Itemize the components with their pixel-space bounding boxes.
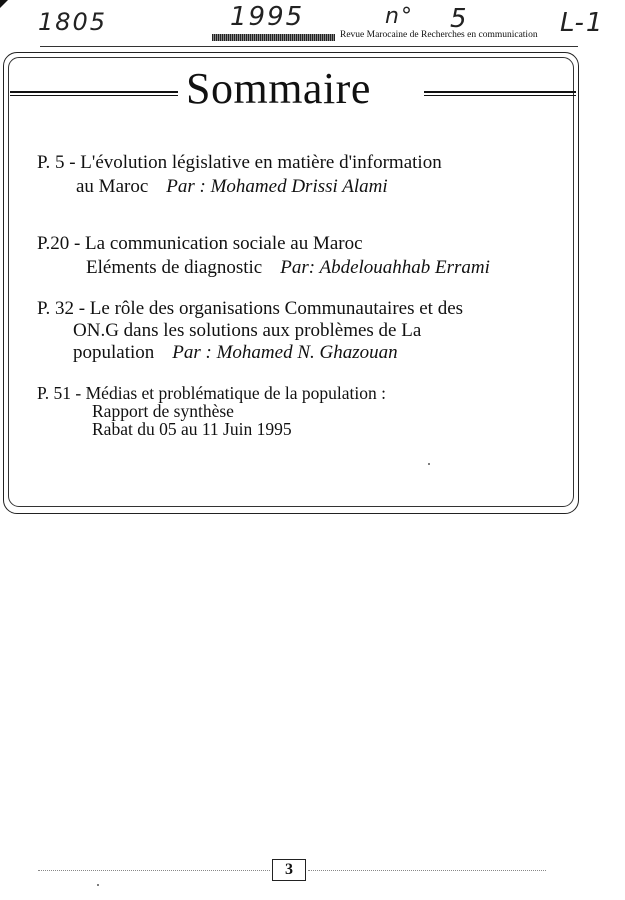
heading-rule-left bbox=[10, 91, 178, 96]
toc-entry-1-line-1: P. 5 - L'évolution législative en matière d'information bbox=[37, 152, 442, 173]
toc-entry-1-line-2 bbox=[76, 176, 388, 198]
journal-title: Revue Marocaine de Recherches en communication bbox=[340, 30, 538, 40]
toc-entry-3-line-1: P. 32 - Le rôle des organisations Communautaires et des bbox=[37, 298, 464, 319]
handwritten-issue-number: 5 bbox=[450, 4, 469, 34]
header-rule bbox=[40, 46, 578, 47]
toc-entry-3-line-3 bbox=[73, 342, 398, 364]
handwritten-reference: L-1 bbox=[560, 8, 605, 38]
toc-entry-4-title: Médias et problématique de la population : bbox=[85, 383, 386, 403]
toc-entry-1-title: L'évolution législative en matière d'information bbox=[80, 152, 442, 173]
scan-corner-mark bbox=[0, 0, 8, 8]
toc-entry-4-line-2: Rapport de synthèse bbox=[92, 401, 234, 421]
toc-entry-2-page: P.20 bbox=[37, 233, 70, 254]
journal-header-hatch bbox=[212, 34, 335, 41]
toc-entry-3-title-cont: population bbox=[73, 342, 155, 363]
toc-entry-2-line-1: P.20 - La communication sociale au Maroc bbox=[37, 233, 363, 254]
toc-entry-3-line-2: ON.G dans les solutions aux problèmes de La bbox=[73, 320, 422, 341]
toc-entry-3-author: Par : Mohamed N. Ghazouan bbox=[172, 342, 398, 363]
toc-entry-4-line-3: Rabat du 05 au 11 Juin 1995 bbox=[92, 419, 292, 439]
toc-entry-4-page: P. 51 bbox=[37, 383, 72, 403]
footer-dotted-rule-left bbox=[38, 870, 270, 871]
handwritten-issue-label: n° bbox=[385, 4, 414, 29]
footer-dotted-rule-right bbox=[308, 870, 546, 871]
toc-entry-4-line-1: P. 51 - Médias et problématique de la population : bbox=[37, 383, 386, 403]
toc-entry-1-title-cont: au Maroc bbox=[76, 176, 149, 197]
page-title: Sommaire bbox=[186, 64, 371, 113]
toc-entry-1-page: P. 5 bbox=[37, 152, 65, 173]
toc-entry-2-title: La communication sociale au Maroc bbox=[85, 233, 363, 254]
scan-speck bbox=[97, 884, 99, 886]
toc-entry-3-title: Le rôle des organisations Communautaires et des bbox=[89, 298, 464, 319]
handwritten-number: 1805 bbox=[38, 8, 108, 36]
toc-entry-1-author: Par : Mohamed Drissi Alami bbox=[166, 176, 388, 197]
toc-entry-2-title-cont: Eléments de diagnostic bbox=[86, 257, 263, 278]
scan-speck bbox=[428, 463, 430, 465]
page-number: 3 bbox=[272, 859, 306, 881]
toc-entry-2-author: Par: Abdelouahhab Errami bbox=[280, 257, 490, 278]
handwritten-year: 1995 bbox=[230, 2, 305, 32]
toc-entry-2-line-2 bbox=[86, 257, 490, 279]
toc-entry-3-page: P. 32 bbox=[37, 298, 74, 319]
heading-rule-right bbox=[424, 91, 576, 96]
